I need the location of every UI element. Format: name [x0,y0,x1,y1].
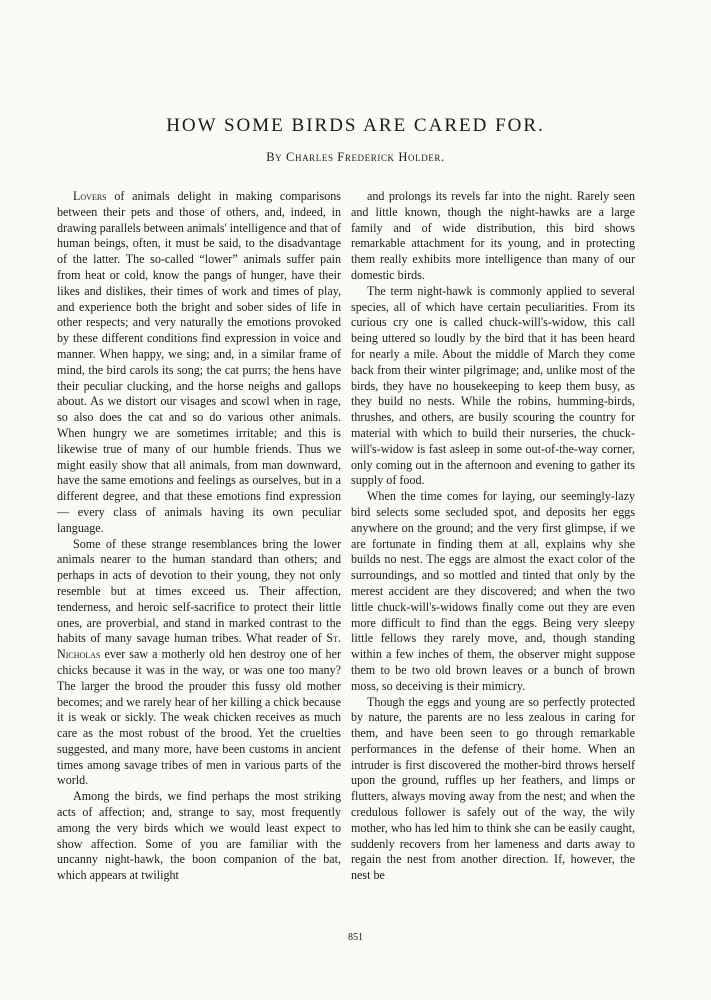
magazine-name: St. Nicholas [57,631,341,662]
paragraph: When the time comes for laying, our seemingly-lazy bird selects some secluded spot, and deposits her eggs anywhere on the ground; and the very first glimpse, if we are fortunate in finding them at all, explains why she builds no nest. The eggs are almost the exact color of the surroundings, and so mottled and tinted that only by the merest accident are they discovered; and when the two little chuck-will's-widows finally come out they are even more difficult to find than the eggs. Being very sleepy little fellows they rarely move, and, though standing within a few inches of them, the observer might suppose them to be two old brown leaves or a bunch of brown moss, so deceiving is their mimicry. [351,489,635,693]
right-column [351,189,635,884]
lead-word: Lovers [73,189,107,203]
author-name: Charles Frederick Holder. [286,150,445,164]
paragraph: and prolongs its revels far into the night. Rarely seen and little known, though the night-hawks are a large family and of wide distribution, this bird shows remarkable attachment for its young, and in protecting them really exhibits more intelligence than many of our domestic birds. [351,189,635,282]
paragraph: The term night-hawk is commonly applied to several species, all of which have certain peculiarities. From its curious cry one is called chuck-will's-widow, this call being uttered so loudly by the bird that it has been heard for nearly a mile. About the middle of March they come back from their winter pilgrimage; and, unlike most of the birds, they have no housekeeping to keep them busy, as they build no nests. While the robins, humming-birds, thrushes, and others, are busily scouring the country for material with which to build their nurseries, the chuck-will's-widow is fast asleep in some out-of-the-way corner, only coming out in the afternoon and evening to gather its supply of food. [351,283,635,488]
paragraph-text: ever saw a motherly old hen destroy one of her chicks because it was in the way, or was one too many? The larger the brood the prouder this fussy old mother becomes; and we rarely hear of her killing a chick because it is weak or sickly. The weak chicken receives as much care as the most robust of the brood. Yet the cruelties suggested, and many more, have been customs in ancient times among savage tribes of men in various parts of the world. [57,647,341,788]
paragraph: Though the eggs and young are so perfectly protected by nature, the parents are no less zealous in caring for them, and have been seen to go through remarkable performances in the defense of their home. When an intruder is first discovered the mother-bird throws herself upon the ground, ruffles up her feathers, and limps or flutters, always moving away from the nest; and when the credulous follower is safely out of the way, the wily mother, who has led him to think she can be easily caught, suddenly recovers from her lameness and darts away to regain the nest from another direction. If, however, the nest be [351,694,635,883]
article-title: HOW SOME BIRDS ARE CARED FOR. [166,115,545,136]
paragraph-text: of animals delight in making comparisons between their pets and those of others, and, indeed, in drawing parallels between animals' intelligence and that of human beings, often, it must be said, to the disadvantage of the latter. The so-called “lower” animals suffer pain from heat or cold, know the pangs of hunger, have their likes and dislikes, their times of work and times of play, and experience both the bright and sober sides of life in other respects; and very naturally the emotions provoked by these different conditions find expression in voice and manner. When happy, we sing; and, in a similar frame of mind, the bird carols its song; the cat purrs; the hens have their peculiar clucking, and the horse neighs and gallops about. As we distort our visages and scowl when in rage, so also does the cat and so do various other animals. When hungry we are sometimes irritable; and this is likewise true of many of our humble friends. Thus we might easily show that all animals, from man downward, have the same emotions and feelings as ourselves, but in a different degree, and that these emotions find expression — every class of animals having its own peculiar language. [57,189,341,535]
byline-prefix: By [266,150,283,164]
left-column [57,189,341,884]
paragraph [57,537,341,790]
page-number: 851 [348,932,363,943]
paragraph [57,189,341,537]
paragraph: Among the birds, we find perhaps the most striking acts of affection; and, strange to say, most frequently among the very birds which we would least expect to show affection. Some of you are familiar with the uncanny night-hawk, the boon companion of the bat, which appears at twilight [57,789,341,883]
paragraph-text: Some of these strange resemblances bring the lower animals nearer to the human standard than others; and perhaps in acts of devotion to their young, they not only resemble but at times exceed us. Their affection, tenderness, and heroic self-sacrifice to protect their little ones, are proverbial, and stand in marked contrast to the habits of many savage human tribes. What reader of [57,536,341,646]
article-byline [0,150,711,165]
